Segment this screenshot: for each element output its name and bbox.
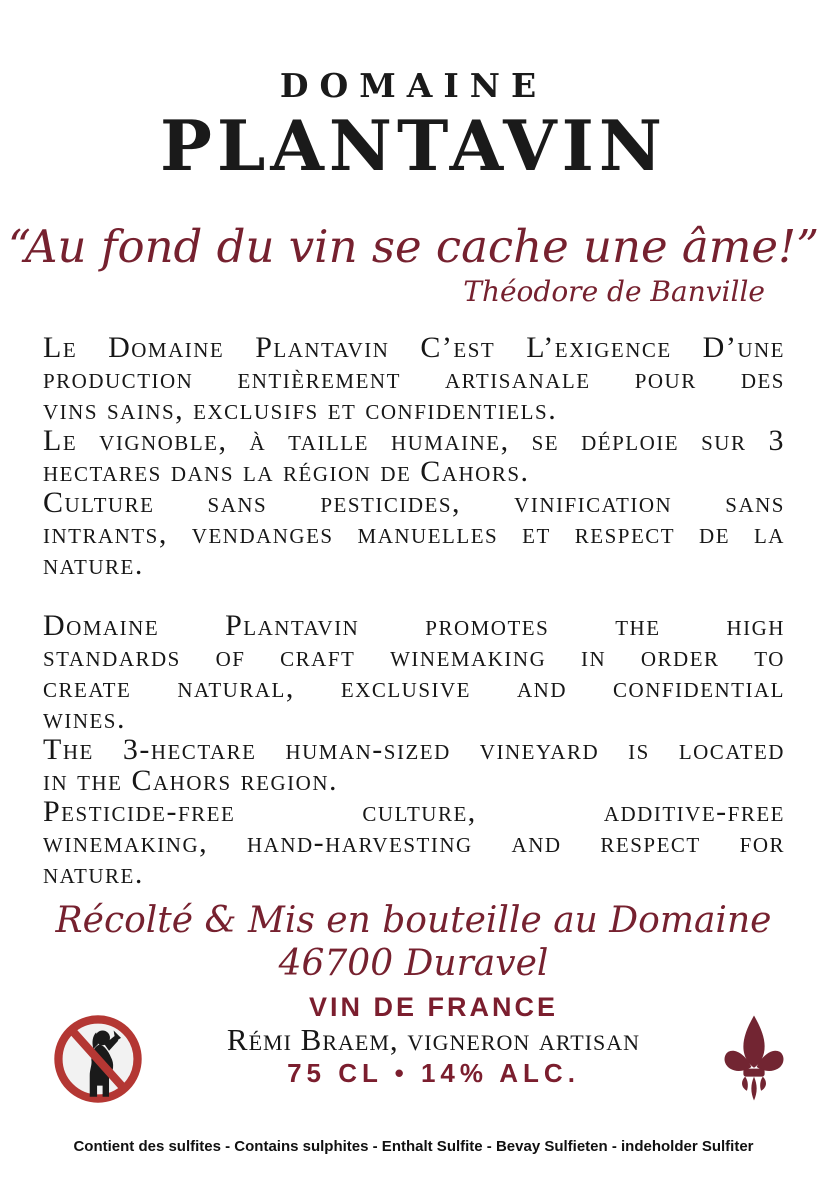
- text-line: hectares dans la région de Cahors.: [43, 454, 530, 488]
- bottling-statement: [0, 899, 827, 985]
- pregnancy-warning-icon: [52, 1013, 144, 1110]
- producer-name: Rémi Braem, vigneron artisan: [226, 1021, 641, 1057]
- text-line: Culture sans pesticides, vinification sans: [43, 485, 785, 519]
- text-line: intrants, vendanges manuelles et respect de la: [43, 516, 785, 550]
- bottling-address: 46700 Duravel: [278, 942, 549, 984]
- text-line: production entièrement artisanale pour des: [43, 361, 785, 395]
- text-line: The 3-hectare human-sized vineyard is located: [43, 732, 785, 766]
- quote-text: “Au fond du vin se cache une âme!”: [7, 220, 820, 274]
- bottom-block: [0, 991, 827, 1110]
- description-french: [43, 332, 785, 580]
- text-line: Le vignoble, à taille humaine, se déploie sur 3: [43, 423, 785, 457]
- text-line: Pesticide-free culture, additive-free: [43, 794, 785, 828]
- designation-block: [144, 991, 723, 1089]
- text-line: standards of craft winemaking in order to: [43, 639, 785, 673]
- quote-author: Théodore de Banville: [463, 275, 765, 309]
- brand-name: PLANTAVIN: [160, 106, 667, 188]
- text-line: wines.: [43, 701, 126, 735]
- bottling-line: Récolté & Mis en bouteille au Domaine: [55, 899, 772, 941]
- sulfites-notice: Contient des sulfites - Contains sulphites - Enthalt Sulfite - Bevay Sulfieten - indeholder Sulfiter: [73, 1138, 754, 1155]
- description-english: [43, 610, 785, 889]
- brand-prefix: DOMAINE: [279, 66, 548, 105]
- text-line: in the Cahors region.: [43, 763, 338, 797]
- text-line: create natural, exclusive and confidential: [43, 670, 785, 704]
- text-line: Domaine Plantavin promotes the high: [43, 608, 785, 642]
- text-line: nature.: [43, 856, 144, 890]
- text-line: Le Domaine Plantavin C’est L’exigence D’une: [43, 330, 785, 364]
- text-line: winemaking, hand-harvesting and respect for: [43, 825, 785, 859]
- designation: VIN DE FRANCE: [308, 991, 558, 1022]
- text-line: nature.: [43, 547, 144, 581]
- volume-alcohol: 75 CL • 14% ALC.: [287, 1057, 580, 1088]
- quote-block: [0, 221, 827, 308]
- brand-header: [0, 0, 827, 188]
- text-line: vins sains, exclusifs et confidentiels.: [43, 392, 558, 426]
- fleur-de-lis-icon: [723, 1013, 785, 1108]
